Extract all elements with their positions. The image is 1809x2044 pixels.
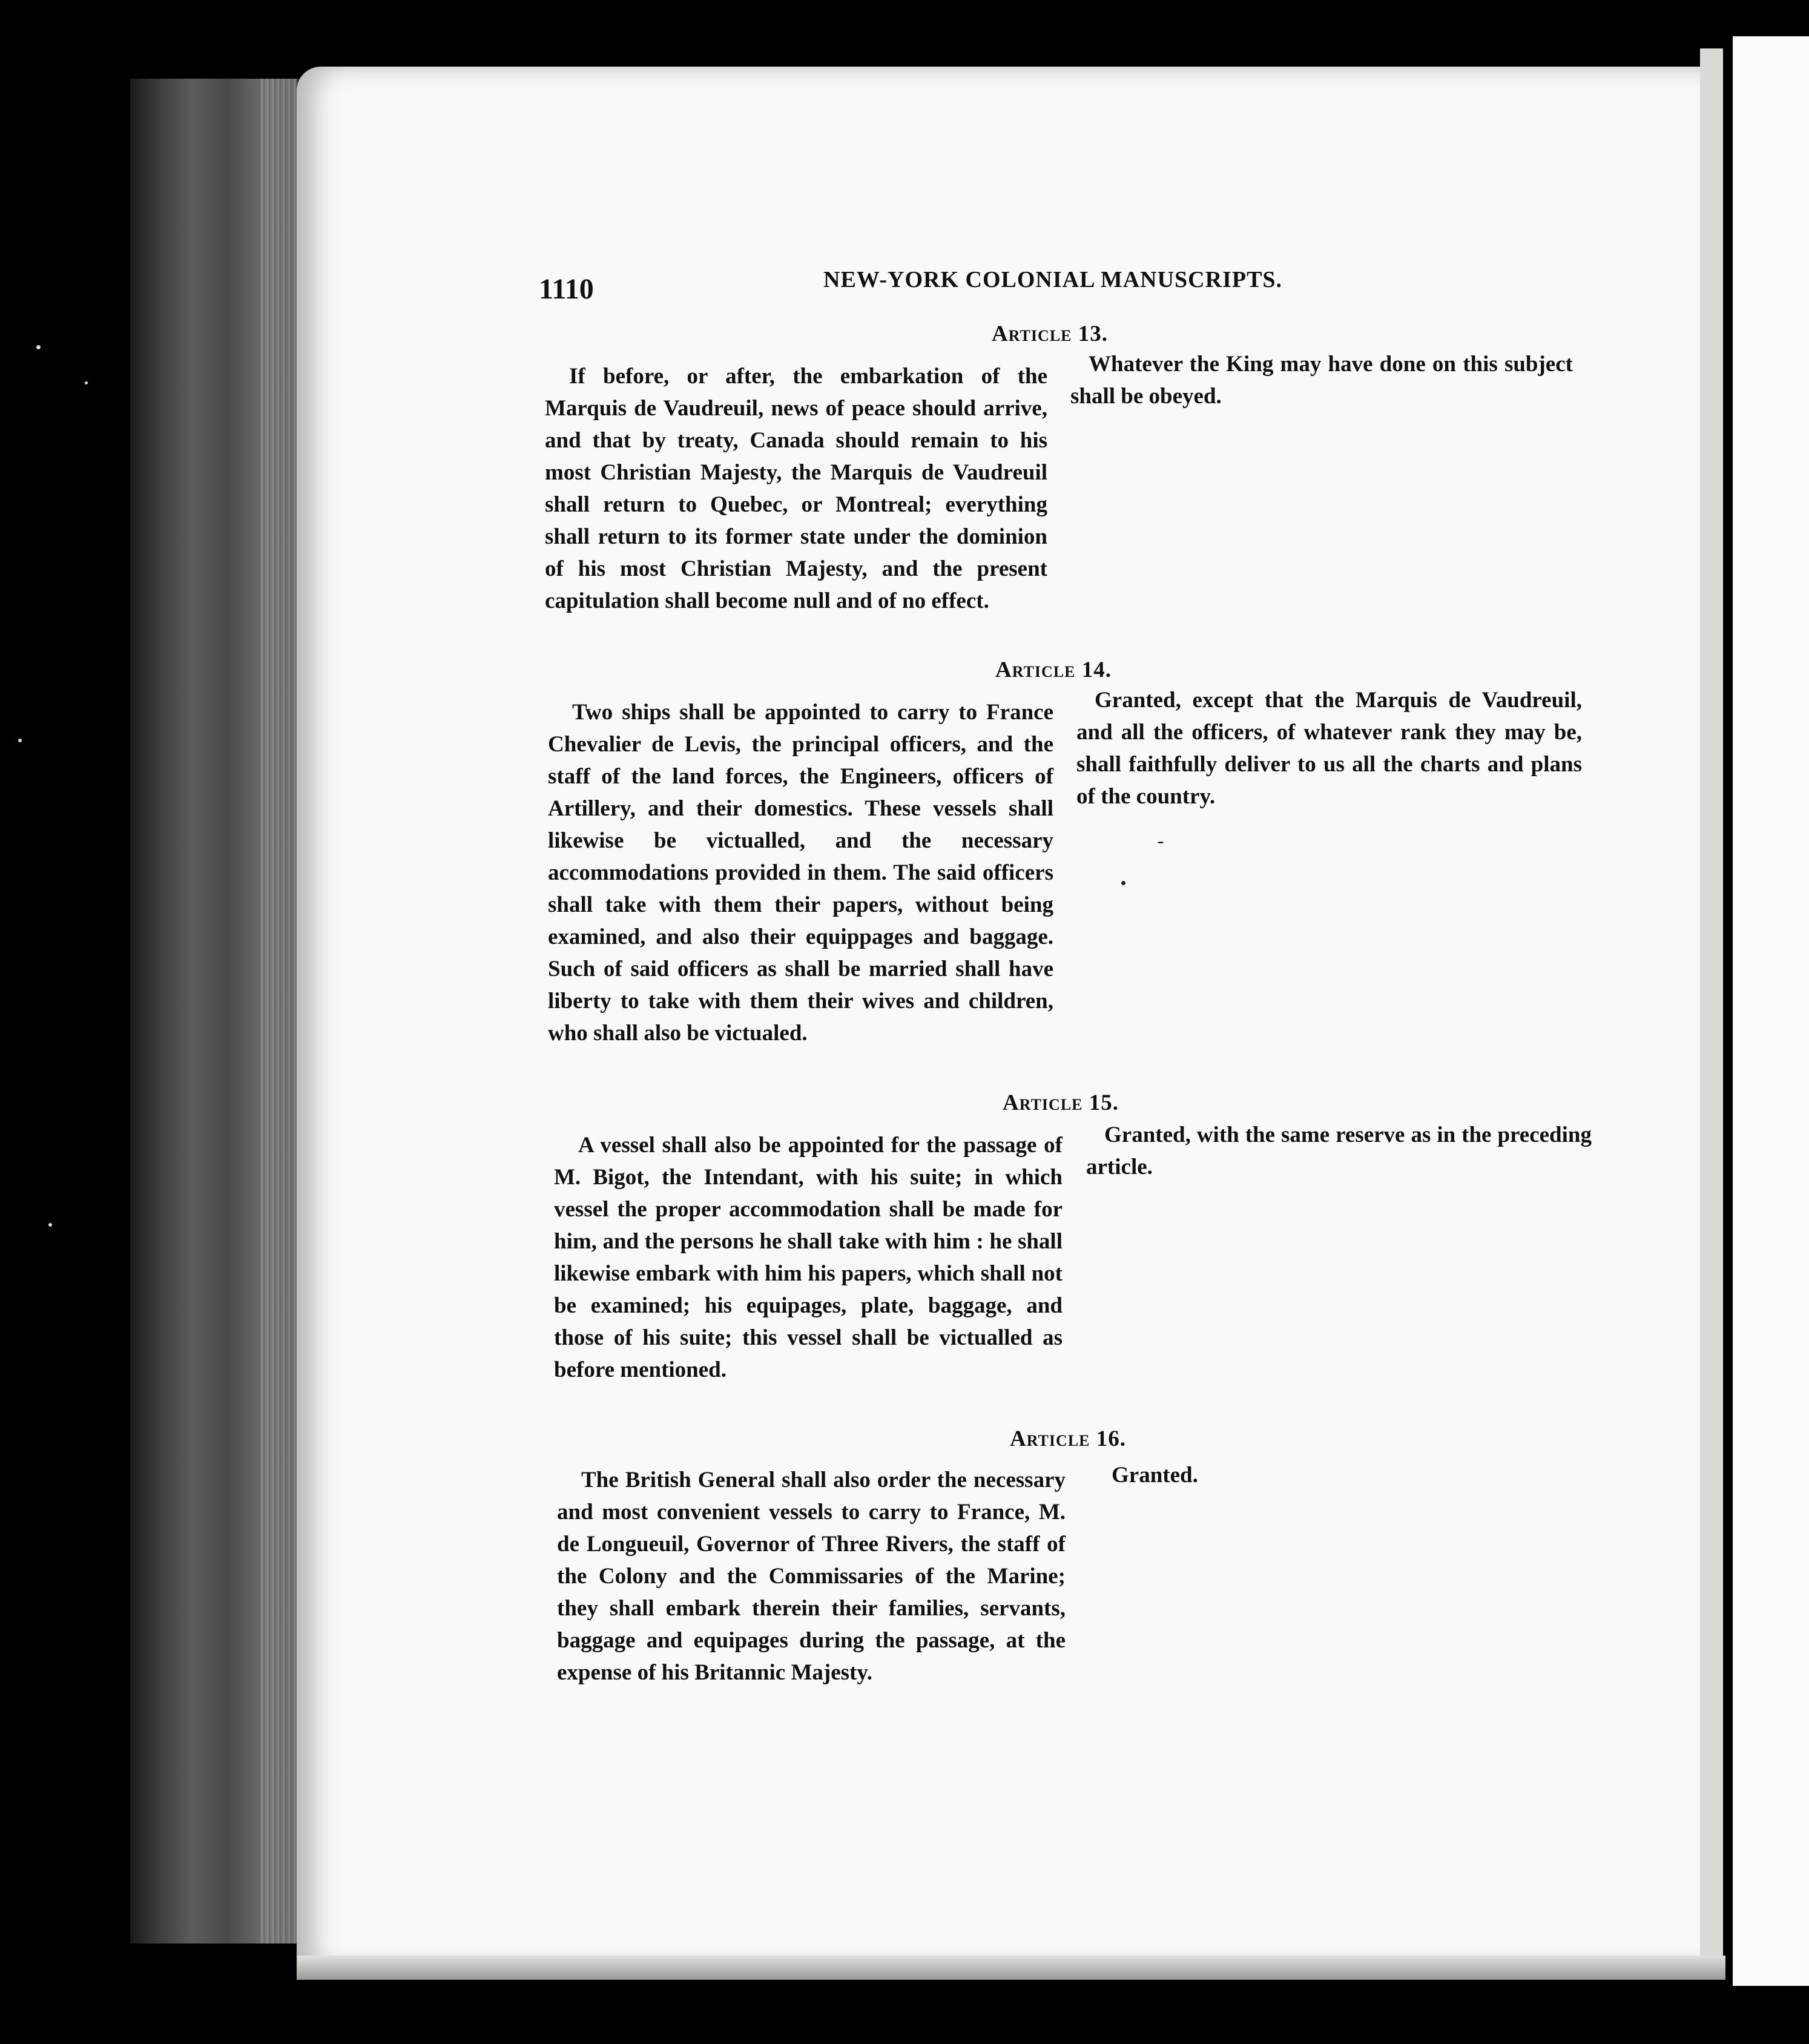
article-response: Granted, except that the Marquis de Vaudreuil, and all the officers, of whatever rank they may be, shall faithfully deliver to us all the charts and plans of the country.: [1076, 688, 1582, 809]
article-demand: A vessel shall also be appointed for the passage of M. Bigot, the Intendant, with his suite; in which vessel the proper accommodation shall be made for him, and the persons he shall take with him : he shall likewise embark with him his papers, which shall not be examined; his equipages, plate, baggage, and those of his suite; this vessel shall be victualled as before mentioned.: [554, 1133, 1063, 1382]
article-heading: Article 14.: [995, 658, 1112, 682]
article-response: Granted.: [1112, 1463, 1198, 1488]
article-demand: The British General shall also order the necessary and most convenient vessels to carry to France, M. de Longueuil, Governor of Three Rivers, the staff of the Colony and the Commissaries of the Marine; they shall embark therein their families, servants, baggage and equipages during the passage, at the expense of his Britannic Majesty.: [557, 1468, 1066, 1685]
running-title: NEW-YORK COLONIAL MANUSCRIPTS.: [823, 267, 1283, 292]
article-heading: Article 13.: [992, 321, 1109, 346]
article-heading: Article 15.: [1003, 1090, 1119, 1115]
page-number: 1110: [539, 273, 594, 305]
ink-mark: [1158, 842, 1164, 843]
article-demand: Two ships shall be appointed to carry to France Chevalier de Levis, the principal officers, and the staff of the land forces, the Engineers, officers of Artillery, and their domestics. These vessels shall likewise be victualled, and the necessary accommodations provided in them. The said officers shall take with them their papers, without being examined, and also their equippages and baggage. Such of said officers as shall be married shall have liberty to take with them their wives and children, who shall also be victualed.: [548, 700, 1053, 1046]
ink-mark: [1121, 881, 1125, 885]
article-heading: Article 16.: [1010, 1426, 1127, 1451]
article-response: Granted, with the same reserve as in the preceding article.: [1086, 1123, 1592, 1179]
article-demand: If before, or after, the embarkation of the Marquis de Vaudreuil, news of peace should arrive, and that by treaty, Canada should remain to his most Christian Majesty, the Marquis de Vaudreuil shall return to Quebec, or Montreal; everything shall return to its former state under the dominion of his most Christian Majesty, and the present capitulation shall become null and of no effect.: [545, 364, 1047, 613]
article-response: Whatever the King may have done on this subject shall be obeyed.: [1070, 352, 1573, 409]
